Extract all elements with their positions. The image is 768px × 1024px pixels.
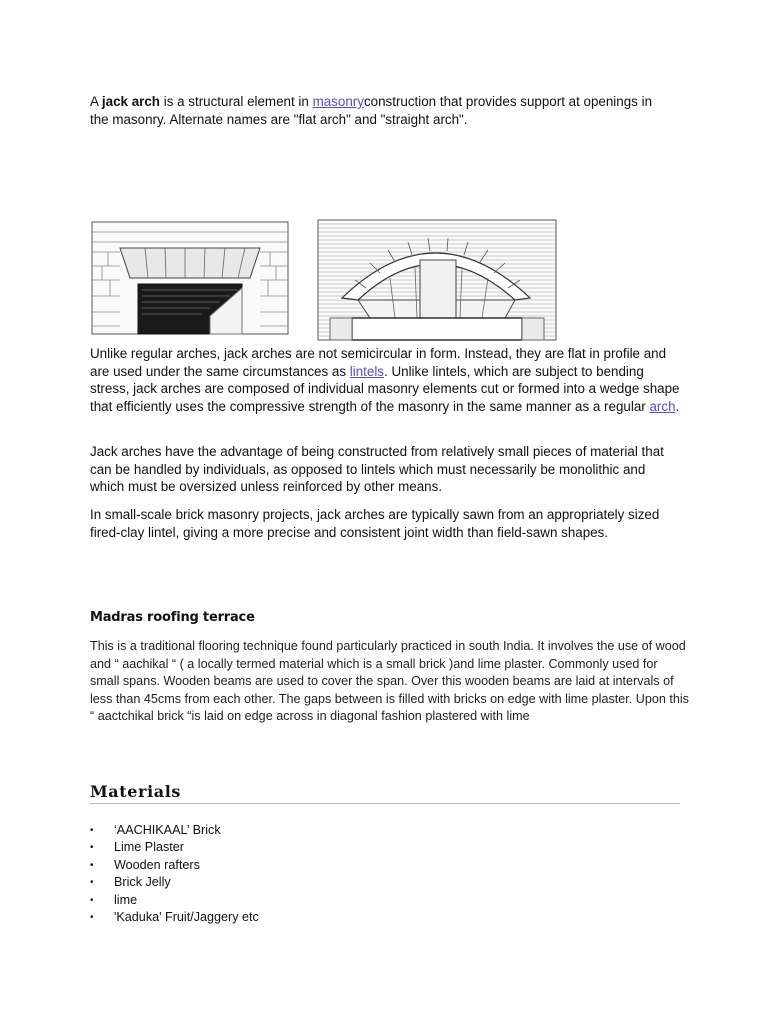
list-item: [90, 839, 259, 856]
section-divider: [90, 803, 680, 804]
jack-arch-drawing: [90, 218, 560, 342]
arch-comparison-paragraph: [90, 345, 680, 415]
list-item: [90, 874, 259, 891]
madras-paragraph: This is a traditional flooring technique found particularly practiced in south India. It involves the use of wood and “ aachikal “ ( a locally termed material which is a small brick )and lime plaster. Commonly used for small spans. Wooden beams are used to cover the span. Over this wooden beams are laid at intervals of less than 45cms from each other. The gaps between is filled with bricks on edge with lime plaster. Upon this “ aactchikal brick “is laid on edge across in diagonal fashion plastered with lime: [90, 639, 689, 723]
list-item-label: Brick Jelly: [114, 875, 171, 890]
list-item-label: 'Kaduka' Fruit/Jaggery etc: [114, 909, 259, 924]
brick-masonry-paragraph: In small-scale brick masonry projects, jack arches are typically sawn from an appropriately sized fired-clay lintel, giving a more precise and consistent joint width than field-sawn shapes.: [90, 507, 660, 540]
bullet-icon: •: [90, 859, 94, 871]
intro-text: is a structural element in: [160, 94, 313, 109]
body-text: . Unlike lintels, which are subject to bending stress, jack arches are composed of individual masonry elements cut or formed into a wedge shape that efficiently uses the compressive strength of the masonry in the same manner as a regular: [90, 363, 680, 414]
list-item: [90, 822, 259, 839]
list-item: [90, 857, 259, 874]
list-item-label: Lime Plaster: [114, 840, 184, 855]
jack-arch-term: jack arch: [101, 94, 160, 109]
bullet-icon: •: [90, 894, 94, 906]
intro-text: construction that provides support at openings in: [363, 94, 653, 109]
masonry-link[interactable]: masonry: [312, 94, 364, 109]
bullet-icon: •: [90, 877, 94, 889]
materials-heading: Materials: [90, 782, 182, 801]
intro-text: A: [90, 94, 102, 109]
bullet-icon: •: [90, 825, 94, 836]
jack-arch-illustration: [90, 218, 560, 342]
bullet-icon: •: [90, 911, 94, 923]
list-item-label: ‘AACHIKAAL’ Brick: [114, 823, 221, 837]
body-text: .: [675, 398, 680, 414]
list-item-label: Wooden rafters: [114, 857, 200, 872]
materials-list: [90, 822, 259, 926]
madras-heading: Madras roofing terrace: [90, 610, 255, 625]
bullet-icon: •: [90, 842, 94, 854]
advantages-paragraph: Jack arches have the advantage of being constructed from relatively small pieces of material that can be handled by individuals, as opposed to lintels which must necessarily be monolithic and which must be oversized unless reinforced by other means.: [90, 444, 664, 494]
intro-text: the masonry. Alternate names are "flat arch" and "straight arch".: [90, 111, 468, 127]
lintels-link[interactable]: lintels: [349, 363, 385, 379]
list-item: [90, 892, 259, 909]
body-text: Unlike regular arches, jack arches are not semicircular in form. Instead, they are flat in profile and are used under the same circumstances as: [90, 346, 667, 379]
list-item: [90, 909, 259, 926]
intro-paragraph: [90, 93, 680, 128]
arch-link[interactable]: arch: [649, 398, 676, 414]
list-item-label: lime: [114, 892, 138, 907]
